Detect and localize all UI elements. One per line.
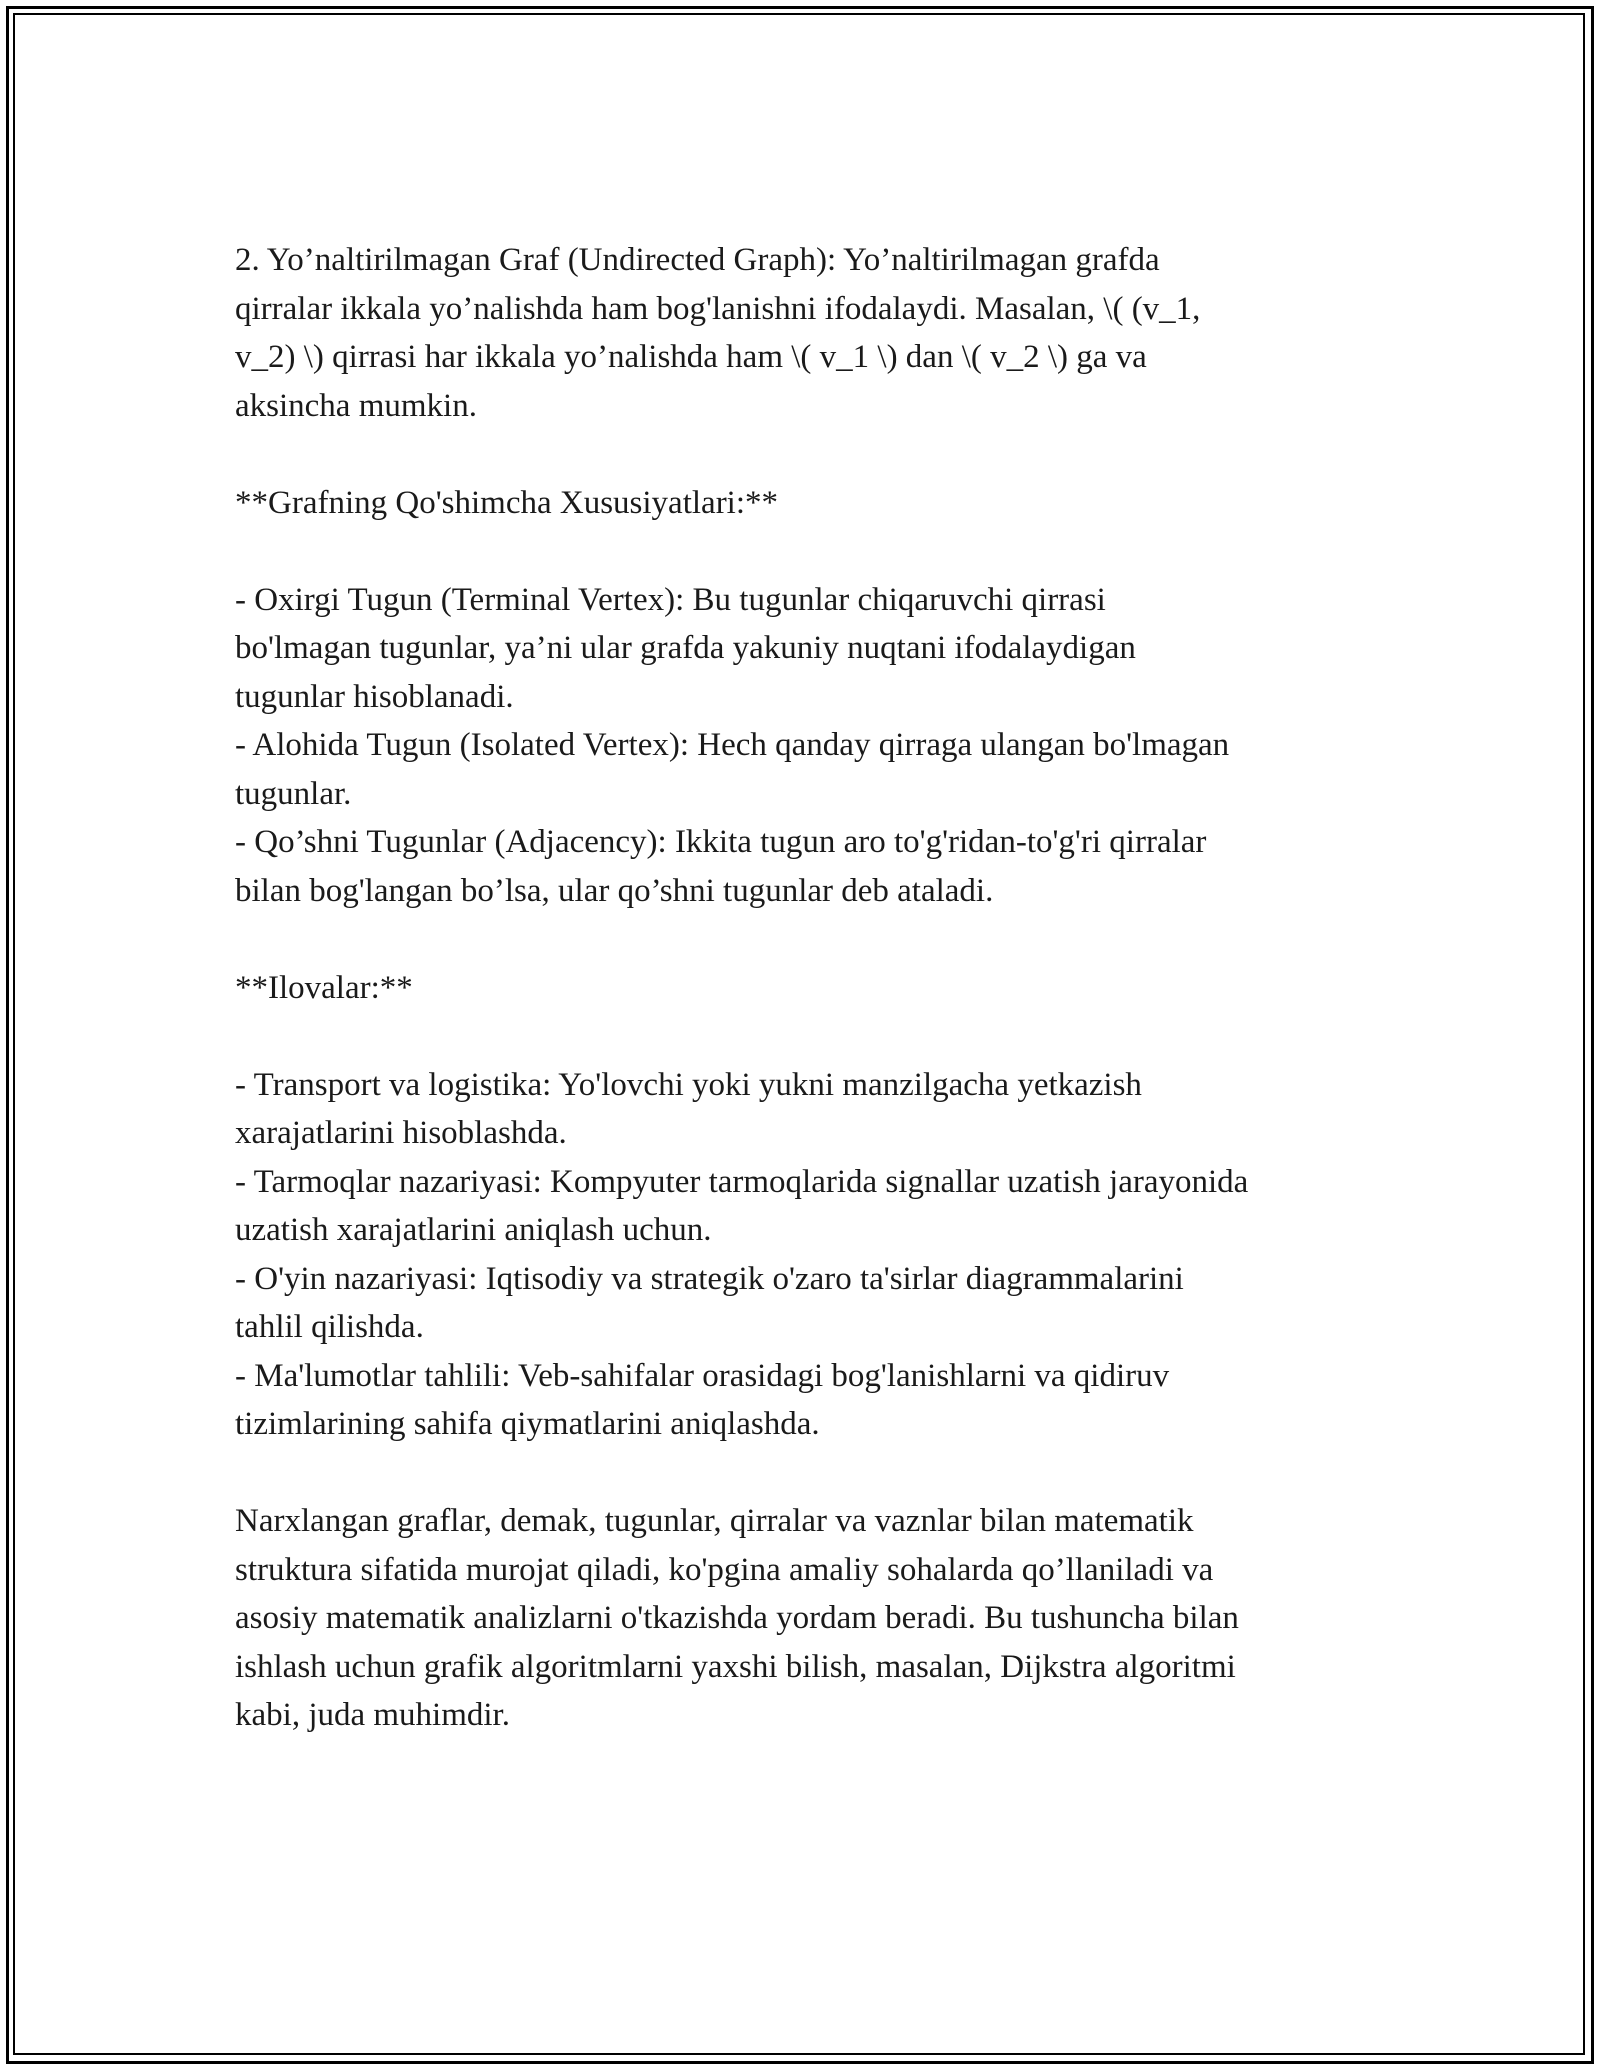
spacer (235, 430, 1375, 479)
paragraph-conclusion: Narxlangan graflar, demak, tugunlar, qirralar va vaznlar bilan matematik struktura sifatida murojat qiladi, ko'pgina amaliy sohalarda qo’llaniladi va asosiy matematik analizlarni o'tkazishda yordam beradi. Bu tushuncha bilan ishlash uchun grafik algoritmlarni yaxshi bilish, masalan, Dijkstra algoritmi kabi, juda muhimdir. (235, 1503, 1239, 1733)
spacer (235, 527, 1375, 576)
list-item-data-analysis: - Ma'lumotlar tahlili: Veb-sahifalar orasidagi bog'lanishlarni va qidiruv tizimlarining sahifa qiymatlarini aniqlashda. (235, 1357, 1170, 1442)
spacer (235, 1449, 1375, 1498)
list-item-game-theory: - O'yin nazariyasi: Iqtisodiy va strategik o'zaro ta'sirlar diagrammalarini tahlil qilishda. (235, 1260, 1184, 1345)
spacer (235, 915, 1375, 964)
heading-applications: **Ilovalar:** (235, 969, 413, 1006)
paragraph-undirected-graph: 2. Yo’naltirilmagan Graf (Undirected Graph): Yo’naltirilmagan grafda qirralar ikkala yo’nalishda ham bog'lanishni ifodalaydi. Masalan, \( (v_1, v_2) \) qirrasi har ikkala yo’nalishda ham \( v_1 \) dan \( v_2 \) ga va aksincha mumkin. (235, 242, 1201, 424)
list-item-network-theory: - Tarmoqlar nazariyasi: Kompyuter tarmoqlarida signallar uzatish jarayonida uzatish xarajatlarini aniqlash uchun. (235, 1163, 1249, 1248)
spacer (235, 1012, 1375, 1061)
heading-additional-properties: **Grafning Qo'shimcha Xususiyatlari:** (235, 484, 779, 521)
list-item-adjacency: - Qo’shni Tugunlar (Adjacency): Ikkita tugun aro to'g'ridan-to'g'ri qirralar bilan bog'langan bo’lsa, ular qo’shni tugunlar deb ataladi. (235, 824, 1207, 909)
document-body (235, 236, 1375, 1740)
list-item-terminal-vertex: - Oxirgi Tugun (Terminal Vertex): Bu tugunlar chiqaruvchi qirrasi bo'lmagan tugunlar, ya’ni ular grafda yakuniy nuqtani ifodalaydigan tugunlar hisoblanadi. (235, 581, 1136, 715)
list-item-isolated-vertex: - Alohida Tugun (Isolated Vertex): Hech qanday qirraga ulangan bo'lmagan tugunlar. (235, 727, 1230, 812)
list-item-transport: - Transport va logistika: Yo'lovchi yoki yukni manzilgacha yetkazish xarajatlarini hisoblashda. (235, 1066, 1142, 1151)
